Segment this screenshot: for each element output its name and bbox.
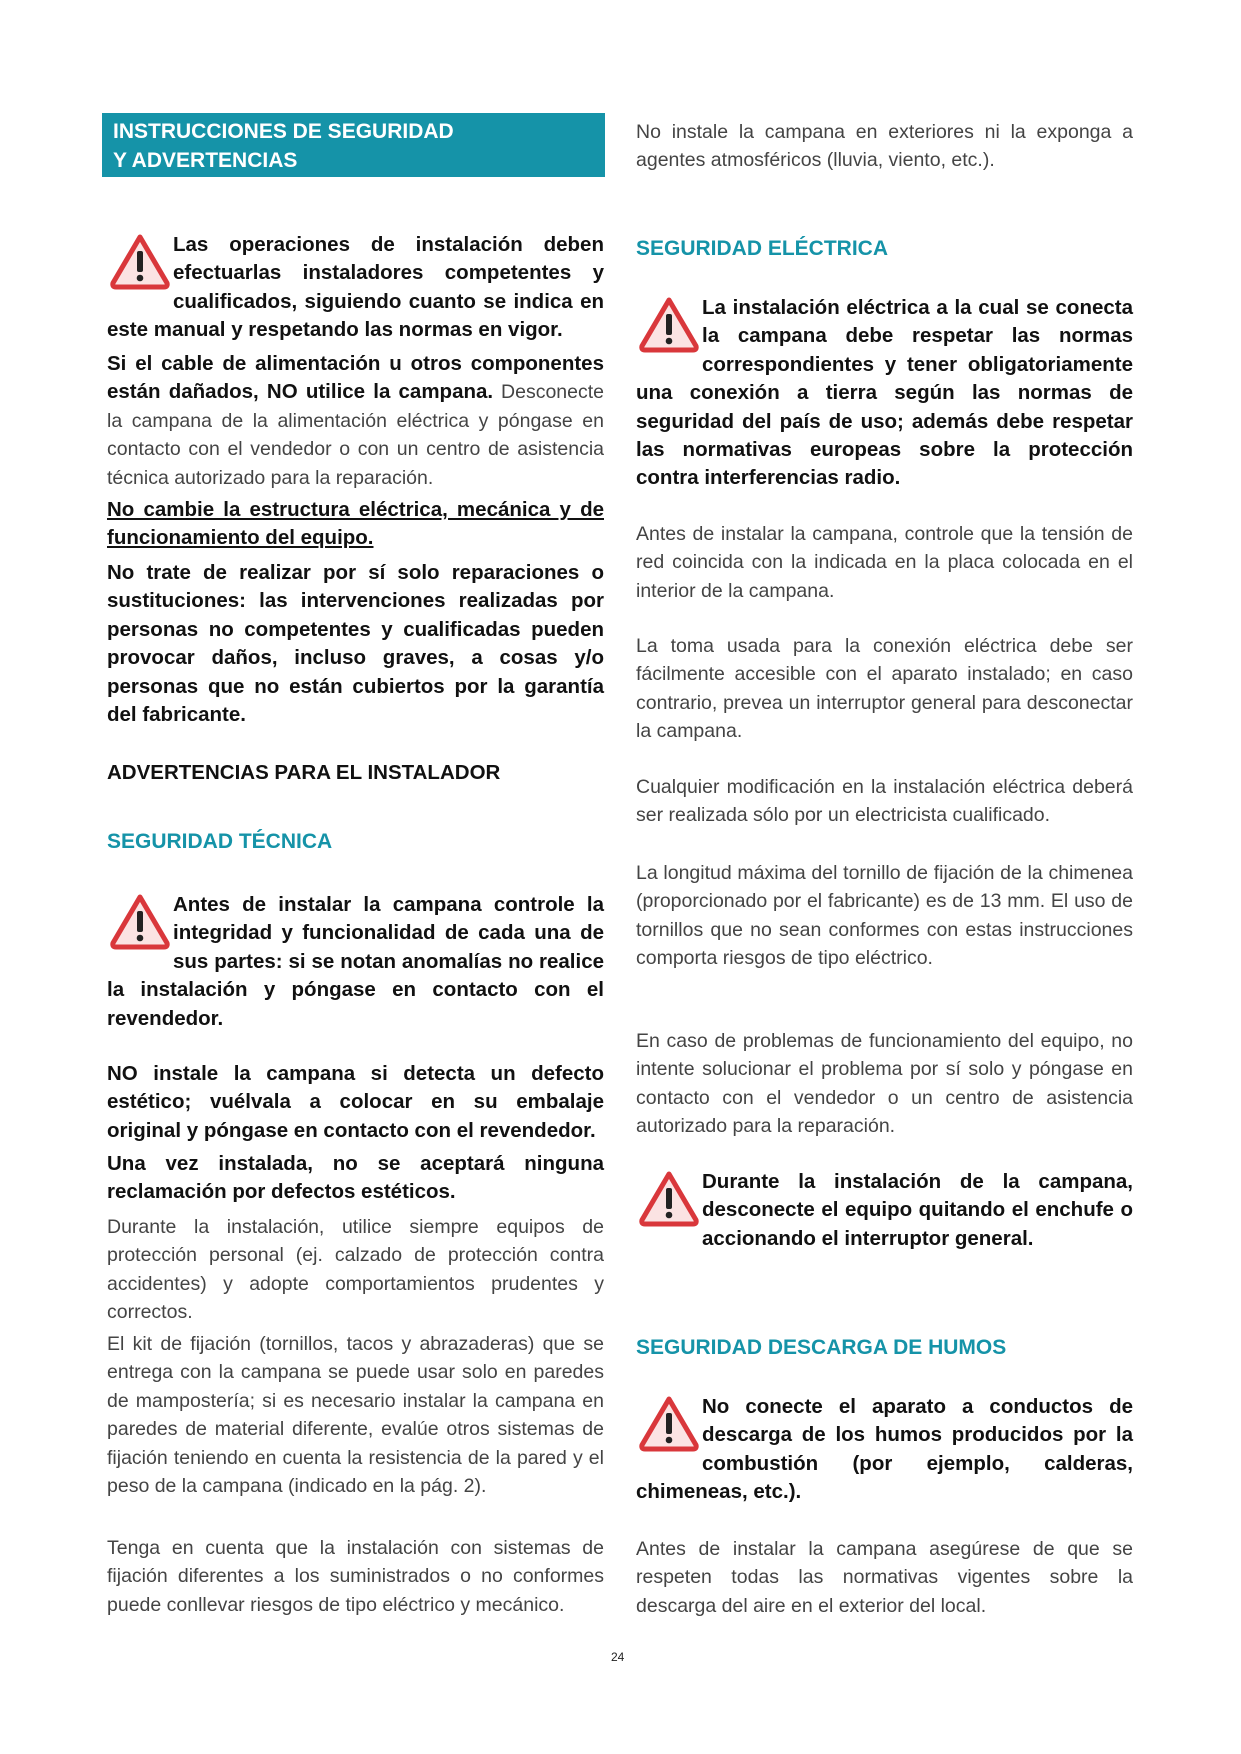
- warning-text: Las operaciones de instalación deben efectuarlas instaladores competentes y cualificados, siguiendo cuanto se indica en este manual y respetando las normas en vigor.: [107, 233, 604, 342]
- fume-safety-heading: SEGURIDAD DESCARGA DE HUMOS: [636, 1336, 1007, 1359]
- installer-warnings-heading: ADVERTENCIAS PARA EL INSTALADOR: [107, 761, 501, 784]
- warning-text: No conecte el aparato a conductos de descarga de los humos producidos por la combustión (por ejemplo, calderas, chimeneas, etc.).: [636, 1395, 1133, 1504]
- problemas-text: En caso de problemas de funcionamiento del equipo, no intente solucionar el problema por sí solo y póngase en contacto con el vendedor o un centro de asistencia autorizado para la reparación.: [636, 1030, 1133, 1138]
- electrical-safety-heading: SEGURIDAD ELÉCTRICA: [636, 237, 889, 260]
- normativas-text: Antes de instalar la campana asegúrese de que se respeten todas las normativas vigentes sobre la descarga del aire en el exterior del local.: [636, 1538, 1133, 1617]
- warning-disconnect: [636, 1168, 1133, 1253]
- header-line-2: Y ADVERTENCIAS: [113, 149, 298, 172]
- exteriores-text: No instale la campana en exteriores ni la exponga a agentes atmosféricos (lluvia, viento, etc.).: [636, 121, 1133, 172]
- section-header: [102, 113, 605, 177]
- warning-text: La instalación eléctrica a la cual se conecta la campana debe respetar las normas correspondientes y tener obligatoriamente una conexión a tierra según las normas de seguridad del país de uso; además debe respetar las normativas europeas sobre la protección contra interferencias radio.: [636, 296, 1133, 490]
- kit-text: El kit de fijación (tornillos, tacos y abrazaderas) que se entrega con la campana se puede usar solo en paredes de mampostería; si es necesario instalar la campana en paredes de material diferente, evalúe otros sistemas de fijación teniendo en cuenta la resistencia de la pared y el peso de la campana (indicado en la pág. 2).: [107, 1333, 604, 1498]
- warning-installers: [107, 231, 604, 345]
- tenga-text: Tenga en cuenta que la instalación con sistemas de fijación diferentes a los suministrados o no conformes puede conllevar riesgos de tipo eléctrico y mecánico.: [107, 1537, 604, 1616]
- cable-bold: Si el cable de alimentación u otros componentes están dañados, NO utilice la campana.: [107, 352, 604, 404]
- una-vez-text: Una vez instalada, no se aceptará ninguna reclamación por defectos estéticos.: [107, 1152, 604, 1204]
- warning-icon: [636, 1393, 702, 1453]
- cable-text: Desconecte la campana de la alimentación eléctrica y póngase en contacto con el vendedor o con un centro de asistencia técnica autorizado para la reparación.: [107, 381, 604, 489]
- warning-text: Antes de instalar la campana controle la integridad y funcionalidad de cada una de sus partes: si se notan anomalías no realice la instalación y póngase en contacto con el revendedor.: [107, 893, 604, 1030]
- no-trate-text: No trate de realizar por sí solo reparaciones o sustituciones: las intervenciones realizadas por personas no competentes y cualificadas pueden provocar daños, incluso graves, a cosas y/o personas que no están cubiertos por la garantía del fabricante.: [107, 561, 604, 727]
- modificacion-text: Cualquier modificación en la instalación eléctrica deberá ser realizada sólo por un electricista cualificado.: [636, 776, 1133, 827]
- durante-text: Durante la instalación, utilice siempre equipos de protección personal (ej. calzado de protección contra accidentes) y adopte comportamientos prudentes y correctos.: [107, 1216, 604, 1324]
- warning-icon: [107, 231, 173, 291]
- no-instale-text: NO instale la campana si detecta un defecto estético; vuélvala a colocar en su embalaje original y póngase en contacto con el revendedor.: [107, 1062, 604, 1142]
- warning-integrity: [107, 891, 604, 1033]
- page-number: 24: [611, 1650, 625, 1664]
- warning-text: Durante la instalación de la campana, desconecte el equipo quitando el enchufe o accionando el interruptor general.: [702, 1170, 1133, 1250]
- warning-icon: [107, 891, 173, 951]
- warning-icon: [636, 1168, 702, 1228]
- longitud-text: La longitud máxima del tornillo de fijación de la chimenea (proporcionado por el fabricante) es de 13 mm. El uso de tornillos que no sean conformes con estas instrucciones comporta riesgos de tipo eléctrico.: [636, 862, 1133, 970]
- tension-text: Antes de instalar la campana, controle que la tensión de red coincida con la indicada en la placa colocada en el interior de la campana.: [636, 523, 1133, 602]
- toma-text: La toma usada para la conexión eléctrica debe ser fácilmente accesible con el aparato instalado; en caso contrario, prevea un interruptor general para desconectar la campana.: [636, 635, 1133, 743]
- technical-safety-heading: SEGURIDAD TÉCNICA: [107, 830, 333, 853]
- header-line-1: INSTRUCCIONES DE SEGURIDAD: [113, 120, 454, 143]
- warning-icon: [636, 294, 702, 354]
- warning-fumes: [636, 1393, 1133, 1507]
- warning-electrical: [636, 294, 1133, 493]
- no-cambie-text: No cambie la estructura eléctrica, mecánica y de funcionamiento del equipo.: [107, 498, 604, 550]
- cable-paragraph: [107, 350, 604, 492]
